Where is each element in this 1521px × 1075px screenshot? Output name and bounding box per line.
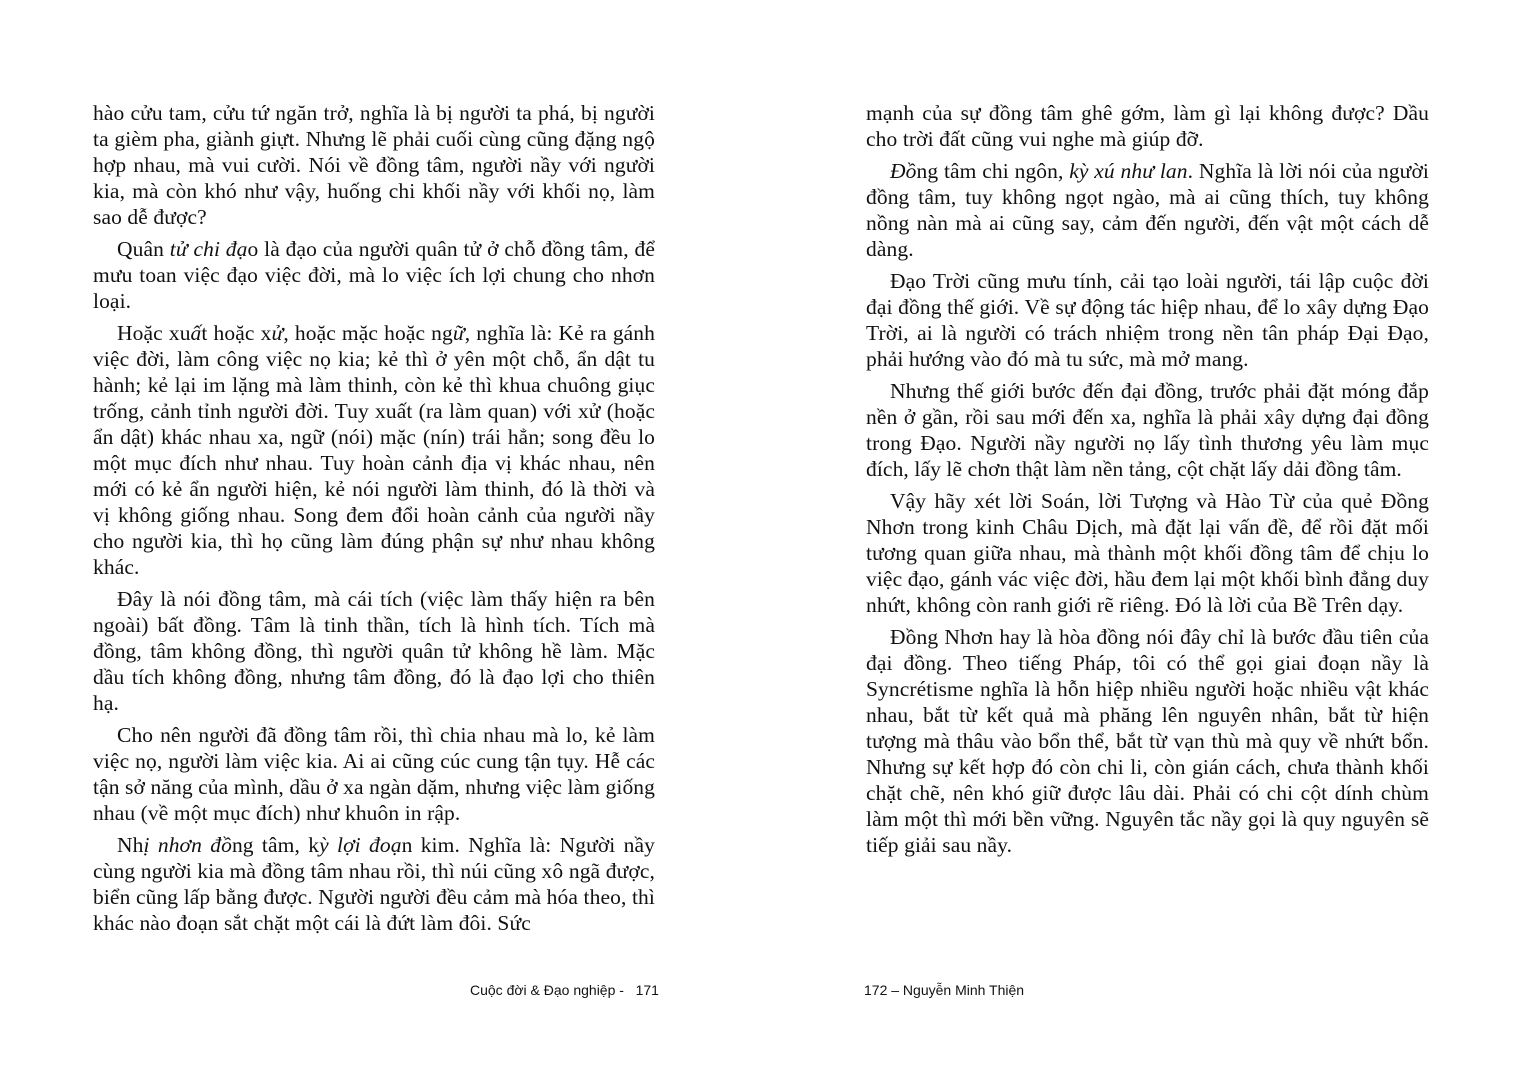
right-page-text — [866, 100, 1429, 864]
paragraph: Cho nên người đã đồng tâm rồi, thì chia nhau mà lo, kẻ làm việc nọ, người làm việc kia. Ai ai cũng cúc cung tận tụy. Hễ các tận sở năng của mình, dầu ở xa ngàn dặm, nhưng việc làm giống nhau (về một mục đích) như khuôn in rập. — [93, 723, 655, 825]
paragraph: Đạo Trời cũng mưu tính, cải tạo loài người, tái lập cuộc đời đại đồng thế giới. Về sự động tác hiệp nhau, để lo xây dựng Đạo Trời, ai là người có trách nhiệm trong nền tân pháp Đại Đạo, phải hướng vào đó mà tu sức, mà mở mang. — [866, 269, 1429, 371]
paragraph: hào cửu tam, cửu tứ ngăn trở, nghĩa là bị người ta phá, bị người ta gièm pha, giành giựt. Nhưng lẽ phải cuối cùng cũng đặng ngộ hợp nhau, mà vui cười. Nói về đồng tâm, người nầy với người kia, mà còn khó như vậy, huống chi khối nầy với khối nọ, làm sao dễ được? — [93, 101, 655, 229]
right-page — [760, 0, 1521, 1075]
paragraph: mạnh của sự đồng tâm ghê gớm, làm gì lại không được? Dầu cho trời đất cũng vui nghe mà giúp đỡ. — [866, 101, 1429, 151]
paragraph: Nhưng thế giới bước đến đại đồng, trước phải đặt móng đắp nền ở gần, rồi sau mới đến xa, nghĩa là phải xây dựng đại đồng trong Đạo. Người nầy người nọ lấy tình thương yêu làm mục đích, lấy lẽ chơn thật làm nền tảng, cột chặt lấy dải đồng tâm. — [866, 379, 1429, 481]
paragraph: Nhị nhơn đồng tâm, kỳ lợi đoạn kim. Nghĩa là: Người nầy cùng người kia mà đồng tâm nhau rồi, thì núi cũng xô ngã được, biển cũng lấp bằng được. Người người đều cảm mà hóa theo, thì khác nào đoạn sắt chặt một cái là đứt làm đôi. Sức — [93, 833, 655, 935]
left-page-text — [93, 100, 655, 942]
paragraph: Đồng Nhơn hay là hòa đồng nói đây chỉ là bước đầu tiên của đại đồng. Theo tiếng Pháp, tôi có thể gọi giai đoạn nầy là Syncrétisme nghĩa là hỗn hiệp nhiều người hoặc nhiều vật khác nhau, bắt từ kết quả mà phăng lên nguyên nhân, bắt từ hiện tượng mà thâu vào bổn thể, bắt từ vạn thù mà quy về nhứt bổn. Nhưng sự kết hợp đó còn chi li, còn gián cách, chưa thành khối chặt chẽ, nên khó giữ được lâu dài. Phải có chi cột dính chùm làm một thì mới bền vững. Nguyên tắc nầy gọi là quy nguyên sẽ tiếp giải sau nầy. — [866, 625, 1429, 857]
left-page — [0, 0, 760, 1075]
page-footer-right: 172 – Nguyễn Minh Thiện — [864, 982, 1025, 998]
paragraph: Đồng tâm chi ngôn, kỳ xú như lan. Nghĩa là lời nói của người đồng tâm, tuy không ngọt ngào, mà ai cũng thích, tuy không nồng nàn mà ai cũng say, cảm đến người, đến vật một cách dễ dàng. — [866, 159, 1429, 261]
paragraph: Hoặc xuất hoặc xử, hoặc mặc hoặc ngữ, nghĩa là: Kẻ ra gánh việc đời, làm công việc nọ kia; kẻ thì ở yên một chỗ, ẩn dật tu hành; kẻ lại im lặng mà làm thinh, còn kẻ thì khua chuông giục trống, cảnh tỉnh người đời. Tuy xuất (ra làm quan) với xử (hoặc ẩn dật) khác nhau xa, ngữ (nói) mặc (nín) trái hẳn; song đều lo một mục đích như nhau. Tuy hoàn cảnh địa vị khác nhau, nên mới có kẻ ẩn người hiện, kẻ nói người làm thinh, đó là thời và vị không giống nhau. Song đem đổi hoàn cảnh của người nầy cho người kia, thì họ cũng làm đúng phận sự như nhau không khác. — [93, 321, 656, 579]
paragraph: Vậy hãy xét lời Soán, lời Tượng và Hào Từ của quẻ Đồng Nhơn trong kinh Châu Dịch, mà đặt lại vấn đề, để rồi đặt mối tương quan giữa nhau, mà thành một khối đồng tâm để chịu lo việc đạo, gánh vác việc đời, hầu đem lại một khối bình đẳng duy nhứt, không còn ranh giới rẽ riêng. Đó là lời của Bề Trên dạy. — [866, 489, 1429, 617]
paragraph: Đây là nói đồng tâm, mà cái tích (việc làm thấy hiện ra bên ngoài) bất đồng. Tâm là tinh thần, tích là hình tích. Tích mà đồng, tâm không đồng, thì người quân tử không hề làm. Mặc dầu tích không đồng, nhưng tâm đồng, đó là đạo lợi cho thiên hạ. — [93, 587, 655, 715]
paragraph: Quân tử chi đạo là đạo của người quân tử ở chỗ đồng tâm, để mưu toan việc đạo việc đời, mà lo việc ích lợi chung cho nhơn loại. — [93, 237, 655, 313]
page-footer-left: Cuộc đời & Đạo nghiệp - 171 — [470, 982, 659, 998]
